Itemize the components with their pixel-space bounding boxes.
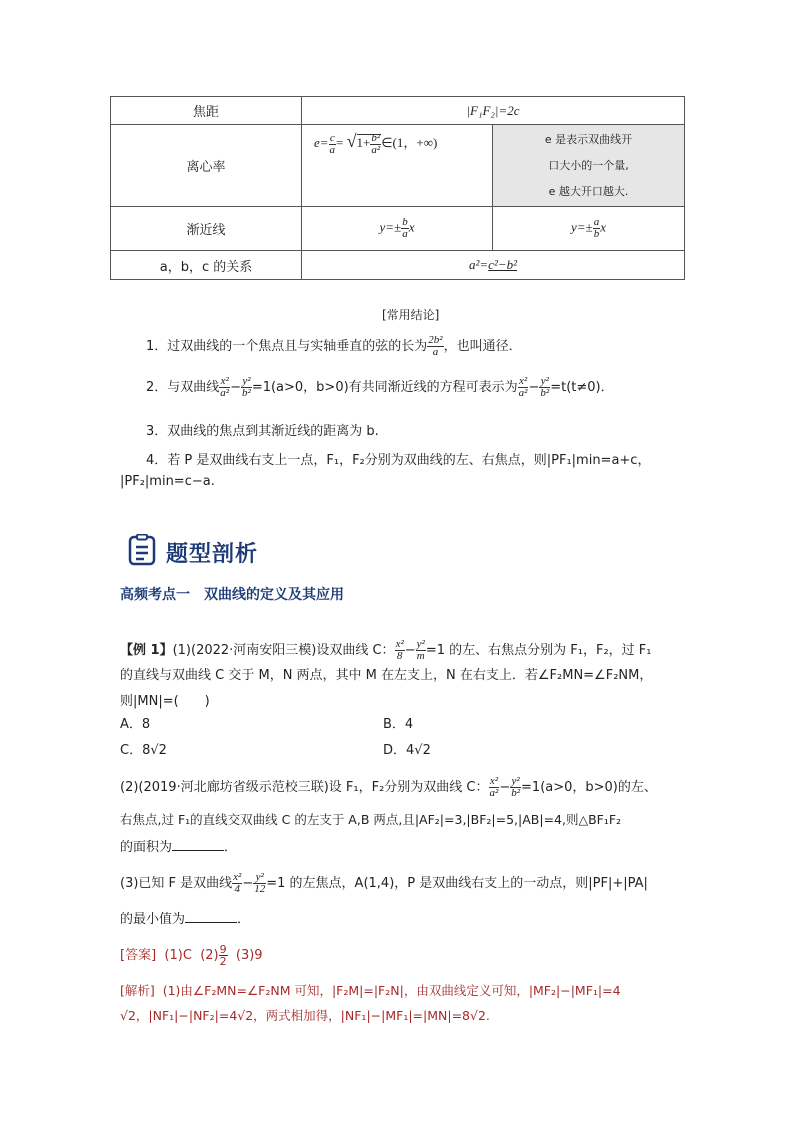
answer-line: [答案] (1)C (2) $\frac{9}{2}$ (3)9 — [120, 943, 263, 968]
asymptote-label: 渐近线 — [111, 207, 302, 251]
eccentricity-label: 离心率 — [111, 125, 302, 207]
conclusion-3: 3．双曲线的焦点到其渐近线的距离为 b. — [146, 424, 379, 439]
document-list-icon — [128, 534, 156, 566]
hyperbola-properties-table — [110, 96, 685, 280]
example-1-part-1-line3: 则|MN|=( ) — [120, 694, 210, 709]
eccentricity-formula: e= $\frac{c}{a}$ = √1+ $\frac{\text{b²}}{\text{a²}}$ ∈(1，+∞) — [314, 131, 438, 156]
eccentricity-note: e 是表示双曲线开 口大小的一个量, e 越大开口越大. — [493, 125, 685, 207]
asymptote-left: y=± $\frac{b}{a}$ x — [302, 207, 493, 251]
answer-blank — [172, 838, 224, 851]
eccentricity-formula-cell — [302, 125, 493, 207]
asymptote-right: y=± $\frac{a}{b}$ x — [493, 207, 685, 251]
example-1-part-3: (3)已知 F 是双曲线 $\frac{\text{x²}}{4}$ − $\frac{\text{y²}}{12}$ =1 的左焦点，A(1,4)，P 是双曲线右支上的一动点，则|PF|+|PA| — [120, 871, 648, 895]
focal-value: |F₁F₂|=2c — [302, 97, 685, 125]
conclusion-2: 2．与双曲线 $\frac{\text{x²}}{\text{a²}}$ − $\frac{\text{y²}}{\text{b²}}$ =1(a>0，b>0)有共同渐近线的方程可表示为 $\frac{\text{x²}}{\text{a²}}$ − $\frac{\text{y²}}{\text{b²}}$ =t(t≠0)． — [146, 375, 614, 399]
relation-value: a²=c²−b² — [302, 251, 685, 280]
conclusion-4-line1: 4．若 P 是双曲线右支上一点，F₁，F₂分别为双曲线的左、右焦点，则|PF₁|min=a+c， — [146, 453, 651, 468]
example-1-part-1: 【例 1】(1)(2022·河南安阳三模)设双曲线 C： $\frac{\text{x²}}{8}$ − $\frac{\text{y²}}{m}$ =1 的左、右焦点分别为 F₁，F₂，过 F₁ — [120, 638, 652, 662]
answer-blank — [185, 910, 237, 923]
example-1-part-2: (2)(2019·河北廊坊省级示范校三联)设 F₁，F₂分别为双曲线 C： $\frac{\text{x²}}{\text{a²}}$ − $\frac{\text{y²}}{\text{b²}}$ =1(a>0，b>0)的左、 — [120, 775, 657, 799]
example-1-part-1-line2: 的直线与双曲线 C 交于 M，N 两点，其中 M 在左支上，N 在右支上．若∠F₂MN=∠F₂NM， — [120, 668, 653, 683]
section-heading: 题型剖析 — [166, 542, 259, 567]
conclusions-title: [常用结论] — [382, 308, 440, 322]
example-1-part-2-line3: 的面积为 ． — [120, 840, 238, 855]
analysis-line1: [解析] (1)由∠F₂MN=∠F₂NM 可知，|F₂M|=|F₂N|，由双曲线定义可知，|MF₂|−|MF₁|=4 — [120, 983, 621, 998]
key-point-title: 高频考点一 双曲线的定义及其应用 — [120, 587, 344, 603]
example-1-part-2-line2: 右焦点,过 F₁的直线交双曲线 C 的左支于 A,B 两点,且|AF₂|=3,|BF₂|=5,|AB|=4,则△BF₁F₂ — [120, 812, 622, 827]
option-b: B．4 — [383, 717, 414, 732]
conclusion-4-line2: |PF₂|min=c−a. — [120, 474, 215, 489]
example-1-part-3-line2: 的最小值为 ． — [120, 912, 251, 927]
analysis-line2: √2，|NF₁|−|NF₂|=4√2，两式相加得，|NF₁|−|MF₁|=|MN|=8√2. — [120, 1008, 490, 1023]
option-a: A．8 — [120, 717, 151, 732]
focal-label: 焦距 — [111, 97, 302, 125]
conclusion-1: 1．过双曲线的一个焦点且与实轴垂直的弦的长为 $\frac{\text{2b²}}{a}$ ，也叫通径． — [146, 334, 522, 358]
option-c: C．8√2 — [120, 743, 167, 758]
option-d: D．4√2 — [383, 743, 431, 758]
relation-label: a，b，c 的关系 — [111, 251, 302, 280]
